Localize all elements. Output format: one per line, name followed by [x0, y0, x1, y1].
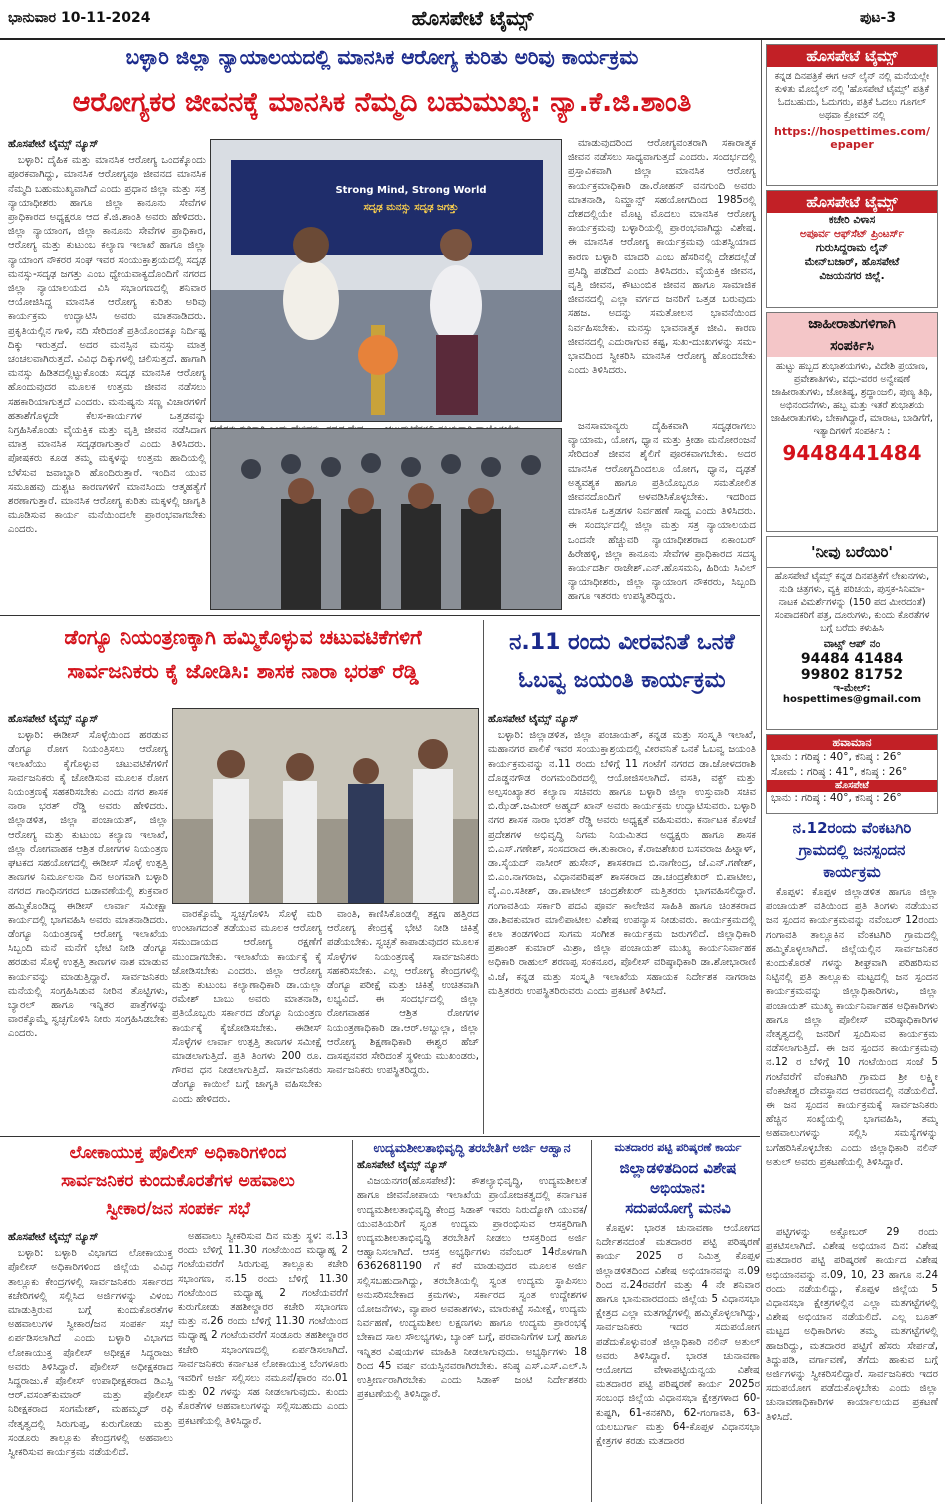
ads-title-line1: ಜಾಹೀರಾತುಗಳಿಗಾಗಿ — [767, 313, 937, 335]
article4-headline-line2: ಸಾರ್ವಜನಿಕರ ಕುಂದುಕೊರತೆಗಳ ಅಹವಾಲು — [61, 1171, 295, 1191]
photo-lamp-lighting — [210, 139, 562, 422]
article1-col1-text: ಬಳ್ಳಾರಿ: ದೈಹಿಕ ಮತ್ತು ಮಾನಸಿಕ ಆರೋಗ್ಯ ಒಂದಕ್ಕೊಂದು ಪೂರಕವಾಗಿದ್ದು, ಮಾನಸಿಕ ಆರೋಗ್ಯವೂ ಜೀವನದ ಮಾನಸಿಕ ನೆಮ್ಮದಿ ಬಹುಮುಖ್ಯವಾಗಿದೆ ಎಂದು ಪ್ರಧಾನ ಜಿಲ್ಲಾ ಮತ್ತು ಸತ್ರ ನ್ಯಾಯಾಧೀಶರು ಹಾಗೂ ಜಿಲ್ಲಾ ಕಾನೂನು ಸೇವೆಗಳ ಪ್ರಾಧಿಕಾರದ ಅಧ್ಯಕ್ಷರೂ ಆದ ಕೆ.ಜಿ.ಶಾಂತಿ ಅವರು ಹೇಳಿದರು. ಜಿಲ್ಲಾ ನ್ಯಾಯಾಂಗ, ಜಿಲ್ಲಾ ಕಾನೂನು ಸೇವೆಗಳ ಪ್ರಾಧಿಕಾರ, ಆರೋಗ್ಯ ಮತ್ತು ಕುಟುಂಬ ಕಲ್ಯಾಣ ಇಲಾಖೆ ಹಾಗೂ ಜಿಲ್ಲಾ ನ್ಯಾಯಾಂಗ ನೌಕರರ ಸಂಘ ಇವರ ಸಂಯುಕ್ತಾಶ್ರಯದಲ್ಲಿ ಸದೃಢ ಮನಸ್ಸು-ಸದೃಢ ಜಗತ್ತು ಎಂಬ ಧ್ಯೇಯವಾಕ್ಯದೊಂದಿಗೆ ನಗರದ ಜಿಲ್ಲಾ ನ್ಯಾಯಾಲಯದ ವಿಸಿ ಸಭಾಂಗಣದಲ್ಲಿ ಶನಿವಾರ ಆಯೋಜಿಸಿದ್ದ ಮಾನಸಿಕ ಆರೋಗ್ಯ ಕುರಿತು ಅರಿವು ಕಾರ್ಯಕ್ರಮ ಉದ್ಘಾಟಿಸಿ ಅವರು ಮಾತನಾಡಿದರು. ಪ್ರಕೃತಿಯಲ್ಲಿನ ಗಾಳಿ, ನದಿ ಸೇರಿದಂತೆ ಪ್ರತಿಯೊಂದಕ್ಕೂ ನಿರ್ದಿಷ್ಟ ದಿಕ್ಕು ಇರುತ್ತದೆ. ಅದರ ಮನಸ್ಸಿನ ಮನಸ್ಸು ಮಾತ್ರ ಚಂಚಲವಾಗಿರುತ್ತದೆ. ವಿವಿಧ ದಿಕ್ಕುಗಳಲ್ಲಿ ಚಲಿಸುತ್ತದೆ. ಹಾಗಾಗಿ ಮನಸ್ಸು ಹಿಡಿತದಲ್ಲಿಟ್ಟುಕೊಂಡು ಸದೃಢ ಮಾನಸಿಕ ಆರೋಗ್ಯ ಹೊಂದುವುದರ ಮೂಲಕ ಉತ್ತಮ ಜೀವನ ನಡೆಸಲು ಸಹಕಾರಿಯಾಗುತ್ತದೆ ಎಂದರು. ಮನುಷ್ಯನು ಸಣ್ಣ ವಿಚಾರಗಳಿಗೆ ಹತಾಶೆಗೊಳ್ಳದೇ ಕೆಲಸ-ಕಾರ್ಯಗಳ ಒತ್ತಡವನ್ನು ನಿಗ್ರಹಿಸಿಕೊಂಡು ವೈಯಕ್ತಿಕ ಮತ್ತು ವೃತ್ತಿ ಜೀವನ ನಡೆಸಿದಾಗ ಮಾತ್ರ ಮಾನಸಿಕ ಸದೃಢರಾಗುತ್ತಾರೆ ಎಂದು ತಿಳಿಸಿದರು. ಪೋಷಕರು ಕೂಡ ತಮ್ಮ ಮಕ್ಕಳನ್ನು ಉತ್ತಮ ಹಾದಿಯಲ್ಲಿ ಬೆಳೆಸುವ ಜವಾಬ್ದಾರಿ ಹೊಂದಿರುತ್ತಾರೆ. ಇಂದಿನ ಯುವ ಸಮೂಹವು ದುಶ್ಚಟ ಕಾರಣಗಳಿಗೆ ಮಾನಸಿಂದು ಆತ್ಮಹತ್ಯೆಗೆ ಶರಣಾಗುತ್ತಾರೆ. ಮಾನಸಿಕ ಆರೋಗ್ಯ ಕುರಿತು ಮಕ್ಕಳಲ್ಲಿ ಜಾಗೃತಿ ಮೂಡಿಸುವ ಕಾರ್ಯ ಮನೆಯಿಂದಲೇ ಪ್ರಾರಂಭವಾಗಬೇಕು ಎಂದರು. — [8, 155, 206, 536]
article4-headline-line1: ಲೋಕಾಯುಕ್ತ ಪೊಲೀಸ್ ಅಧಿಕಾರಿಗಳಿಂದ — [69, 1143, 287, 1163]
article3-headline-line1: ನ.11 ರಂದು ವೀರವನಿತೆ ಒನಕೆ — [509, 630, 735, 655]
banner-english: Strong Mind, Strong World — [335, 185, 487, 196]
weather-title-hospet: ಹೊಸಪೇಟೆ — [767, 780, 937, 792]
article2-col2-text: ವಾರಕ್ಕೊಮ್ಮೆ ಸ್ವಚ್ಛಗೊಳಿಸಿ ಸೊಳ್ಳೆ ಮರಿ ಉಂಟಾಗದಂತೆ ತಡೆಯುವ ಮೂಲಕ ಆರೋಗ್ಯ ಸಮುದಾಯದ ಆರೋಗ್ಯ ರಕ್ಷಣೆಗೆ ಮುಂದಾಗಬೇಕು. ಇಲಾಖೆಯ ಕಾರ್ಯಕ್ಕೆ ಕೈ ಜೋಡಿಸಬೇಕು ಎಂದರು. ಜಿಲ್ಲಾ ಆರೋಗ್ಯ ಮತ್ತು ಕುಟುಂಬ ಕಲ್ಯಾಣಾಧಿಕಾರಿ ಡಾ.ಯಲ್ಲಾ ರಮೇಶ್ ಬಾಬು ಅವರು ಮಾತನಾಡಿ, ಪ್ರತಿಯೊಬ್ಬರು ಸರ್ಕಾರದ ಡೆಂಗ್ಯೂ ನಿಯಂತ್ರಣ ಕಾರ್ಯಕ್ಕೆ ಕೈಜೋಡಿಸಬೇಕು. ಈಡೀಸ್ ಸೊಳ್ಳೆಗಳ ಲಾರ್ವಾ ಉತ್ಪತ್ತಿ ತಾಣಗಳ ಸಮೀಕ್ಷೆ ಮಾಡಲಾಗುತ್ತಿದೆ. ಪ್ರತಿ ತಿಂಗಳು 200 ರೂ. ಗೌರವ ಧನ ನೀಡಲಾಗುತ್ತಿದೆ. ಸಾರ್ವಜನಿಕರು ಡೆಂಗ್ಯೂ ಕಾಯಿಲೆ ಬಗ್ಗೆ ಜಾಗೃತಿ ವಹಿಸಬೇಕು ಎಂದು ಹೇಳಿದರು. — [172, 909, 322, 1105]
sidebar-address-title: ಹೊಸಪೇಟೆ ಟೈಮ್ಸ್ — [767, 191, 937, 213]
article6-body-text: ಕೊಪ್ಪಳ: ಭಾರತ ಚುನಾವಣಾ ಆಯೋಗದ ನಿರ್ದೇಶನದಂತೆ ಮತದಾರರ ಪಟ್ಟಿ ಪರಿಷ್ಕರಣೆ ಕಾರ್ಯ 2025 ರ ನಿಮಿತ್ತ ಕೊಪ್ಪಳ ಜಿಲ್ಲಾಡಳಿತದಿಂದ ವಿಶೇಷ ಅಭಿಯಾನವನ್ನು ನ.09 ರಿಂದ ನ.24ರವರೆಗೆ ಮತ್ತು 4 ನೇ ಶನಿವಾರ ಹಾಗೂ ಭಾನುವಾರದಂದು ಜಿಲ್ಲೆಯ 5 ವಿಧಾನಸಭಾ ಕ್ಷೇತ್ರದ ಎಲ್ಲಾ ಮತಗಟ್ಟೆಗಳಲ್ಲಿ ಹಮ್ಮಿಕೊಳ್ಳಲಾಗಿದ್ದು, ಸಾರ್ವಜನಿಕರು ಇದರ ಸದುಪಯೋಗ ಪಡೆದುಕೊಳ್ಳುವಂತೆ ಜಿಲ್ಲಾಧಿಕಾರಿ ನಲಿನ್ ಅತುಲ್ ಅವರು ತಿಳಿಸಿದ್ದಾರೆ. ಭಾರತ ಚುನಾವಣಾ ಆಯೋಗದ ವೇಳಾಪಟ್ಟಿಯನ್ವಯ ವಿಶೇಷ ಮತದಾರರ ಪಟ್ಟಿ ಪರಿಷ್ಕರಣೆ ಕಾರ್ಯ 2025ರ ಸಂಬಂಧ ಜಿಲ್ಲೆಯ ವಿಧಾನಸಭಾ ಕ್ಷೇತ್ರಗಳಾದ 60-ಕುಷ್ಟಗಿ, 61-ಕನಕಗಿರಿ, 62-ಗಂಗಾವತಿ, 63-ಯಲಬುರ್ಗಾ ಮತ್ತು 64-ಕೊಪ್ಪಳ ವಿಧಾನಸಭಾ ಕ್ಷೇತ್ರಗಳ ಕರಡು ಮತದಾರರ — [596, 1223, 760, 1448]
epaper-link-path[interactable]: epaper — [830, 138, 874, 151]
divider — [591, 1140, 592, 1502]
article7-headline-line2: ಗ್ರಾಮದಲ್ಲಿ ಜನಸ್ಪಂದನ — [798, 841, 906, 859]
article7-body-text: ಕೊಪ್ಪಳ: ಕೊಪ್ಪಳ ಜಿಲ್ಲಾಡಳಿತ ಹಾಗೂ ಜಿಲ್ಲಾ ಪಂಚಾಯತ್ ವತಿಯಿಂದ ಪ್ರತಿ ತಿಂಗಳು ನಡೆಯುವ ಜನ ಸ್ಪಂದನ ಕಾರ್ಯಕ್ರಮವನ್ನು ನವೆಂಬರ್ 12ರಂದು ಗಂಗಾವತಿ ತಾಲ್ಲೂಕಿನ ವೆಂಕಟಗಿರಿ ಗ್ರಾಮದಲ್ಲಿ ಹಮ್ಮಿಕೊಳ್ಳಲಾಗಿದೆ. ಜಿಲ್ಲೆಯಲ್ಲಿನ ಸಾರ್ವಜನಿಕರ ಕುಂದುಕೊರತೆ ಗಳನ್ನು ಶೀಘ್ರವಾಗಿ ಪರಿಹರಿಸುವ ನಿಟ್ಟಿನಲ್ಲಿ ಪ್ರತಿ ತಾಲ್ಲೂಕು ಮಟ್ಟದಲ್ಲಿ ಜನ ಸ್ಪಂದನ ಕಾರ್ಯಕ್ರಮವನ್ನು ಜಿಲ್ಲಾಧಿಕಾರಿಗಳು, ಜಿಲ್ಲಾ ಪಂಚಾಯತ್ ಮುಖ್ಯ ಕಾರ್ಯನಿರ್ವಾಹಕ ಅಧಿಕಾರಿಗಳು ಹಾಗೂ ಜಿಲ್ಲಾ ಪೊಲೀಸ್ ವರಿಷ್ಠಾಧಿಕಾರಿಗಳ ನೇತೃತ್ವದಲ್ಲಿ ಜನರಿಗೆ ಸ್ಪಂದಿಸುವ ಕಾರ್ಯಕ್ರಮ ನಡೆಸಲಾಗುತ್ತಿದೆ. ಈ ಜನ ಸ್ಪಂದನ ಕಾರ್ಯಕ್ರಮವು ನ.12 ರ ಬೆಳಿಗ್ಗೆ 10 ಗಂಟೆಯಿಂದ ಸಂಜೆ 5 ಗಂಟೆವರೆಗೆ ವೆಂಕಟಗಿರಿ ಗ್ರಾಮದ ಶ್ರೀ ಲಕ್ಷ್ಮೀ ವೆಂಕಟೇಶ್ವರ ದೇವಸ್ಥಾನದ ಆವರಣದಲ್ಲಿ ನಡೆಯಲಿದೆ. ಈ ಜನ ಸ್ಪಂದನ ಕಾರ್ಯಕ್ರಮಕ್ಕೆ ಸಾರ್ವಜನಿಕರು ಹೆಚ್ಚಿನ ಸಂಖ್ಯೆಯಲ್ಲಿ ಭಾಗವಹಿಸಿ, ತಮ್ಮ ಅಹವಾಲುಗಳನ್ನು ಸಲ್ಲಿಸಿ ಸಮಸ್ಯೆಗಳನ್ನು ಬಗೆಹರಿಸಿಕೊಳ್ಳಬೇಕು ಎಂದು ಜಿಲ್ಲಾಧಿಕಾರಿ ನಲಿನ್ ಅತುಲ್ ಅವರು ಪ್ರಕಟಣೆಯಲ್ಲಿ ತಿಳಿಸಿದ್ದಾರೆ. — [766, 887, 938, 1168]
article6-headline-line1: ಜಿಲ್ಲಾಡಳಿತದಿಂದ ವಿಶೇಷ — [619, 1159, 737, 1177]
ads-phone[interactable]: 9448441484 — [782, 441, 922, 465]
weather-row: ಭಾನು : ಗರಿಷ್ಠ : 40°, ಕನಿಷ್ಠ : 26° — [771, 792, 902, 804]
photo-dengue-inspection — [172, 708, 479, 904]
article4-headline-line3: ಸ್ವೀಕಾರ/ಜನ ಸಂಪರ್ಕ ಸಭೆ — [106, 1199, 250, 1219]
divider — [352, 1140, 353, 1502]
sidebar-address-box — [766, 190, 938, 308]
weather-title: ಹವಾಮಾನ — [767, 735, 937, 750]
article6-col2 — [766, 1226, 938, 1502]
article2-headline-line1: ಡೆಂಗ್ಯೂ ನಿಯಂತ್ರಣಕ್ಕಾಗಿ ಹಮ್ಮಿಕೊಳ್ಳುವ ಚಟುವಟಿಕೆಗಳಿಗೆ — [64, 625, 422, 649]
divider — [0, 1136, 760, 1137]
sidebar-epaper-box — [766, 44, 938, 186]
divider — [761, 40, 762, 1504]
article2-headline-line2: ಸಾರ್ವಜನಿಕರು ಕೈ ಜೋಡಿಸಿ: ಶಾಸಕ ನಾರಾ ಭರತ್ ರೆಡ್ಡಿ — [67, 659, 419, 683]
paper-name: ಹೊಸಪೇಟೆ ಟೈಮ್ಸ್ — [411, 6, 534, 30]
article6-headline-line3: ಸದುಪಯೋಗ್ಕೆ ಮನವಿ — [625, 1199, 731, 1217]
masthead — [0, 0, 945, 40]
article1-col2-bottom-text: ಜನಸಾಮಾನ್ಯರು ದೈಹಿಕವಾಗಿ ಸದೃಢರಾಗಲು ವ್ಯಾಯಾಮ, ಯೋಗ, ಧ್ಯಾನ ಮತ್ತು ಕ್ರೀಡಾ ಮನೋರಂಜನೆ ಸೇರಿದಂತೆ ಜೀವನ ಶೈಲಿಗೆ ಪೂರಕವಾಗಬೇಕು. ಅದರ ಮಾನಸಿಕ ಆರೋಗ್ಯದಿಂದಲೂ ಯೋಗ, ಧ್ಯಾನ, ದೃಢತೆ ಅತ್ಯವಶ್ಯಕ ಹಾಗೂ ಪ್ರತಿಯೊಬ್ಬರೂ ಸಮತೋಲಿತ ಜೀವನದೊಂದಿಗೆ ಅಳವಡಿಸಿಕೊಳ್ಳಬೇಕು. ಇದರಿಂದ ಮಾನಸಿಕ ಒತ್ತಡಗಳ ನಿರ್ವಹಣೆ ಸಾಧ್ಯ ಎಂದು ತಿಳಿಸಿದರು. ಈ ಸಂದರ್ಭದಲ್ಲಿ ಜಿಲ್ಲಾ ಮತ್ತು ಸತ್ರ ನ್ಯಾಯಾಲಯದ ಒಂದನೇ ಹೆಚ್ಚುವರಿ ನ್ಯಾಯಾಧೀಶರಾದ ಏಕಾಂಬರ್ ಹಿರೇಹಳ್ಳಿ, ಜಿಲ್ಲಾ ಕಾನೂನು ಸೇವೆಗಳ ಪ್ರಾಧಿಕಾರದ ಸದಸ್ಯ ಕಾರ್ಯದರ್ಶಿ ರಾಜೇಶ್.ಎನ್.ಹೊಸಮನಿ, ಹಿರಿಯ ಸಿವಿಲ್ ನ್ಯಾಯಾಧೀಶರು, ಜಿಲ್ಲಾ ನ್ಯಾಯಾಂಗ ನೌಕರರು, ಸಿಬ್ಬಂದಿ ಹಾಗೂ ಇತರರು ಉಪಸ್ಥಿತರಿದ್ದರು. — [568, 421, 756, 603]
article2-col2 — [172, 908, 322, 1134]
photo-audience — [210, 428, 562, 610]
weather-row: ಸೋಮ : ಗರಿಷ್ಠ : 41°, ಕನಿಷ್ಠ : 26° — [771, 766, 908, 778]
article4-col2-text: ಅಹವಾಲು ಸ್ವೀಕರಿಸುವ ದಿನ ಮತ್ತು ಸ್ಥಳ: ನ.13 ರಂದು ಬೆಳಿಗ್ಗೆ 11.30 ಗಂಟೆಯಿಂದ ಮಧ್ಯಾಹ್ನ 2 ಗಂಟೆಯವರೆಗೆ ಸಿರುಗುಪ್ಪ ತಾಲ್ಲೂಕು ಕಚೇರಿ ಸಭಾಂಗಣ, ನ.15 ರಂದು ಬೆಳಿಗ್ಗೆ 11.30 ಗಂಟೆಯಿಂದ ಮಧ್ಯಾಹ್ನ 2 ಗಂಟೆಯವರೆಗೆ ಕುರುಗೋಡು ತಹಶೀಲ್ದಾರರ ಕಚೇರಿ ಸಭಾಂಗಣ ಮತ್ತು ನ.26 ರಂದು ಬೆಳಿಗ್ಗೆ 11.30 ಗಂಟೆಯಿಂದ ಮಧ್ಯಾಹ್ನ 2 ಗಂಟೆಯವರೆಗೆ ಸಂಡೂರು ತಹಶೀಲ್ದಾರರ ಕಚೇರಿ ಸಭಾಂಗಣದಲ್ಲಿ ಏರ್ಪಡಿಸಲಾಗಿದೆ. ಸಾರ್ವಜನಿಕರು ಕರ್ನಾಟಕ ಲೋಕಾಯುಕ್ತ ಬೆಂಗಳೂರು ಇವರಿಗೆ ಅರ್ಜಿ ಸಲ್ಲಿಸಲು ನಮೂನೆ/ಫಾರಂ ನಂ.01 ಮತ್ತು 02 ಗಳನ್ನು ಸಹ ನೀಡಲಾಗುವುದು. ಕುಂದು ಕೊರತೆಗಳ ಅಹವಾಲುಗಳನ್ನು ಸಲ್ಲಿಸಬಹುದು ಎಂದು ಪ್ರಕಟಣೆಯಲ್ಲಿ ತಿಳಿಸಿದ್ದಾರೆ. — [178, 1231, 348, 1427]
article5-body-text: ವಿಜಯನಗರ(ಹೊಸಪೇಟೆ): ಕೌಶಲ್ಯಾಭಿವೃದ್ಧಿ, ಉದ್ಯಮಶೀಲತೆ ಹಾಗೂ ಜೀವನೋಪಾಯ ಇಲಾಖೆಯ ಪ್ರಾಯೋಜಕತ್ವದಲ್ಲಿ ಕರ್ನಾಟಕ ಉದ್ಯಮಶೀಲತಾಭಿವೃದ್ಧಿ ಕೇಂದ್ರ ಸಿಡಾಕ್ ಇವರು ನಿರುದ್ಯೋಗಿ ಯುವಕ/ಯುವತಿಯರಿಗೆ ಸ್ವಂತ ಉದ್ಯಮ ಪ್ರಾರಂಭಿಸುವ ಆಸಕ್ತರಿಗಾಗಿ ಉದ್ಯಮಶೀಲತಾಭಿವೃದ್ಧಿ ತರಬೇತಿಗೆ ನೀಡಲು ಆಸಕ್ತರಿಂದ ಅರ್ಜಿ ಆಹ್ವಾನಿಸಲಾಗಿದೆ. ಆಸಕ್ತ ಅಭ್ಯರ್ಥಿಗಳು ನವೆಂಬರ್ 14ರೊಳಗಾಗಿ 6362681190 ಗೆ ಕರೆ ಮಾಡುವುದರ ಮೂಲಕ ಅರ್ಜಿ ಸಲ್ಲಿಸಬಹುದಾಗಿದ್ದು, ತರಬೇತಿಯಲ್ಲಿ ಸ್ವಂತ ಉದ್ಯಮ ಸ್ಥಾಪಿಸಲು ಅನುಸರಿಸಬೇಕಾದ ಕ್ರಮಗಳು, ಸರ್ಕಾರದ ಸ್ವಂತ ಉದ್ದೇಶಗಳ ಯೋಜನೆಗಳು, ವ್ಯಾಪಾರ ಅವಕಾಶಗಳು, ಮಾರುಕಟ್ಟೆ ಸಮೀಕ್ಷೆ, ಉದ್ಯಮ ನಿರ್ವಹಣೆ, ಉದ್ಯಮಶೀಲ ಲಕ್ಷಣಗಳು ಹಾಗೂ ಉದ್ಯಮ ಪ್ರಾರಂಭಕ್ಕೆ ಬೇಕಾದ ಸಾಲ ಸೌಲಭ್ಯಗಳು, ಬ್ಯಾಂಕ್ ಬಗ್ಗೆ, ಪರವಾನಿಗೆಗಳ ಬಗ್ಗೆ ಹಾಗೂ ಇನ್ನಿತರ ವಿಷಯಗಳ ಮಾಹಿತಿ ನೀಡಲಾಗುವುದು. ಅಭ್ಯರ್ಥಿಗಳು 18 ರಿಂದ 45 ವರ್ಷ ವಯಸ್ಸಿನವರಾಗಿರಬೇಕು. ಕನಿಷ್ಠ ಎಸ್.ಎಸ್.ಎಲ್.ಸಿ ಉತ್ತೀರ್ಣರಾಗಿರಬೇಕು ಎಂದು ಸಿಡಾಕ್ ಜಂಟಿ ನಿರ್ದೇಶಕರು ಪ್ರಕಟಣೆಯಲ್ಲಿ ತಿಳಿಸಿದ್ದಾರೆ. — [357, 1176, 587, 1401]
article6-headline-line2: ಅಭಿಯಾನ: — [650, 1179, 706, 1197]
article1-col1 — [8, 137, 206, 611]
whatsapp-phone-1[interactable]: 94484 41484 — [800, 651, 904, 667]
page-number: ಪುಟ-3 — [860, 10, 897, 26]
article5-body — [357, 1158, 587, 1502]
sidebar-write-box — [766, 536, 938, 730]
article5-byline: ಹೊಸಪೇಟೆ ಟೈಮ್ಸ್ ನ್ಯೂಸ್ — [357, 1159, 448, 1171]
article4-col1-text: ಬಳ್ಳಾರಿ: ಬಳ್ಳಾರಿ ವಿಭಾಗದ ಲೋಕಾಯುಕ್ತ ಪೊಲೀಸ್ ಅಧಿಕಾರಿಗಳಿಂದ ಜಿಲ್ಲೆಯ ವಿವಿಧ ತಾಲ್ಲೂಕು ಕೇಂದ್ರಗಳಲ್ಲಿ ಸಾರ್ವಜನಿಕರು ಸರ್ಕಾರದ ಕಚೇರಿಗಳಲ್ಲಿ ಸಲ್ಲಿಸಿದ ಅರ್ಜಿಗಳನ್ನು ವಿಳಂಬ ಮಾಡುತ್ತಿರುವ ಬಗ್ಗೆ ಕುಂದುಕೊರತೆಗಳ ಅಹವಾಲುಗಳ ಸ್ವೀಕಾರ/ಜನ ಸಂಪರ್ಕ ಸಭೆ ಏರ್ಪಡಿಸಲಾಗಿದೆ ಎಂದು ಬಳ್ಳಾರಿ ವಿಭಾಗದ ಲೋಕಾಯುಕ್ತ ಪೊಲೀಸ್ ಅಧೀಕ್ಷಕ ಸಿದ್ದರಾಜು ಅವರು ತಿಳಿಸಿದ್ದಾರೆ. ಪೊಲೀಸ್ ಅಧೀಕ್ಷಕರಾದ ಸಿದ್ದರಾಜು.ಕೆ ಪೊಲೀಸ್ ಉಪಾಧೀಕ್ಷಕರಾದ ಡಿಎಸ್ಪಿ ಆರ್.ವಸಂತ್‌ಕುಮಾರ್ ಮತ್ತು ಪೊಲೀಸ್ ನಿರೀಕ್ಷಕರಾದ ಸಂಗಮೇಶ್, ಮಹಮ್ಮದ್ ರಫಿ ನೇತೃತ್ವದಲ್ಲಿ ಸಿರುಗುಪ್ಪ, ಕುರುಗೋಡು ಮತ್ತು ಸಂಡೂರು ತಾಲ್ಲೂಕು ಕೇಂದ್ರಗಳಲ್ಲಿ ಅಹವಾಲು ಸ್ವೀಕರಿಸುವ ಕಾರ್ಯಕ್ರಮ ನಡೆಯಲಿದೆ. — [8, 1248, 173, 1459]
article1-kicker: ಬಳ್ಳಾರಿ ಜಿಲ್ಲಾ ನ್ಯಾಯಾಲಯದಲ್ಲಿ ಮಾನಸಿಕ ಆರೋಗ್ಯ ಕುರಿತು ಅರಿವು ಕಾರ್ಯಕ್ರಮ — [125, 45, 639, 69]
article3-headline-line2: ಓಬವ್ವ ಜಯಂತಿ ಕಾರ್ಯಕ್ರಮ — [518, 668, 726, 693]
article3-byline: ಹೊಸಪೇಟೆ ಟೈಮ್ಸ್ ನ್ಯೂಸ್ — [488, 713, 579, 725]
banner-kannada: ಸದೃಢ ಮನಸ್ಸು ಸದೃಢ ಜಗತ್ತು — [363, 202, 459, 213]
article2-col1-text: ಬಳ್ಳಾರಿ: ಈಡೀಸ್ ಸೊಳ್ಳೆಯಿಂದ ಹರಡುವ ಡೆಂಗ್ಯೂ ರೋಗ ನಿಯಂತ್ರಿಸಲು ಆರೋಗ್ಯ ಇಲಾಖೆಯು ಕೈಗೊಳ್ಳುವ ಚಟುವಟಿಕೆಗಳಿಗೆ ಸಾರ್ವಜನಿಕರು ಕೈ ಜೋಡಿಸುವ ಮೂಲಕ ರೋಗ ನಿಯಂತ್ರಣಕ್ಕೆ ಸಹಕರಿಸಬೇಕು ಎಂದು ನಗರ ಶಾಸಕ ನಾರಾ ಭರತ್ ರೆಡ್ಡಿ ಅವರು ಹೇಳಿದರು. ಜಿಲ್ಲಾಡಳಿತ, ಜಿಲ್ಲಾ ಪಂಚಾಯತ್, ಜಿಲ್ಲಾ ಆರೋಗ್ಯ ಮತ್ತು ಕುಟುಂಬ ಕಲ್ಯಾಣ ಇಲಾಖೆ, ಜಿಲ್ಲಾ ರೋಗವಾಹಕ ಆಶ್ರಿತ ರೋಗಗಳ ನಿಯಂತ್ರಣ ಘಟಕದ ಸಹಯೋಗದಲ್ಲಿ ಈಡೀಸ್ ಸೊಳ್ಳೆ ಉತ್ಪತ್ತಿ ತಾಣಗಳ ನಿರ್ಮೂಲನಾ ದಿನ ಅಂಗವಾಗಿ ಬಳ್ಳಾರಿ ನಗರದ ಗಾಂಧಿನಗರದ ಬಡಾವಣೆಯಲ್ಲಿ ಶುಕ್ರವಾರ ಹಮ್ಮಿಕೊಂಡಿದ್ದ ಈಡೀಸ್ ಲಾರ್ವಾ ಸಮೀಕ್ಷಾ ಕಾರ್ಯದಲ್ಲಿ ಭಾಗವಹಿಸಿ ಅವರು ಮಾತನಾಡಿದರು. ಡೆಂಗ್ಯೂ ನಿಯಂತ್ರಣಕ್ಕೆ ಆರೋಗ್ಯ ಇಲಾಖೆಯ ಸಿಬ್ಬಂದಿ ಮನೆ ಮನೆಗೆ ಭೇಟಿ ನೀಡಿ ಡೆಂಗ್ಯೂ ಹರಡುವ ಸೊಳ್ಳೆ ಉತ್ಪತ್ತಿ ತಾಣಗಳ ನಾಶ ಮಾಡುವ ಕಾರ್ಯವನ್ನು ಮಾಡುತ್ತಿದ್ದಾರೆ. ಸಾರ್ವಜನಿಕರು ಮನೆಯಲ್ಲಿ ಸಂಗ್ರಹಿಸಿಡುವ ನೀರಿನ ತೊಟ್ಟಿಗಳು, ಬ್ಯಾರಲ್ ಹಾಗೂ ಇನ್ನಿತರ ಪಾತ್ರೆಗಳನ್ನು ವಾರಕ್ಕೊಮ್ಮೆ ಸ್ವಚ್ಛಗೊಳಿಸಿ ನೀರು ಸಂಗ್ರಹಿಸಿಡಬೇಕು ಎಂದರು. — [8, 730, 168, 1040]
article4-col2 — [178, 1230, 348, 1500]
sidebar-weather-box — [766, 734, 938, 814]
article6-body — [596, 1222, 760, 1502]
article3-body-text: ಬಳ್ಳಾರಿ: ಜಿಲ್ಲಾಡಳಿತ, ಜಿಲ್ಲಾ ಪಂಚಾಯತ್, ಕನ್ನಡ ಮತ್ತು ಸಂಸ್ಕೃತಿ ಇಲಾಖೆ, ಮಹಾನಗರ ಪಾಲಿಕೆ ಇವರ ಸಂಯುಕ್ತಾಶ್ರಯದಲ್ಲಿ ವೀರವನಿತೆ ಒನಕೆ ಓಬವ್ವ ಜಯಂತಿ ಕಾರ್ಯಕ್ರಮವನ್ನು ನ.11 ರಂದು ಬೆಳಿಗ್ಗೆ 11 ಗಂಟೆಗೆ ನಗರದ ಡಾ.ಜೋಳದರಾಶಿ ದೊಡ್ಡನಗೌಡ ರಂಗಮಂದಿರದಲ್ಲಿ ಆಯೋಜಿಸಲಾಗಿದೆ. ವಸತಿ, ವಕ್ಫ್ ಮತ್ತು ಅಲ್ಪಸಂಖ್ಯಾತರ ಕಲ್ಯಾಣ ಸಚಿವರು ಹಾಗೂ ಬಳ್ಳಾರಿ ಜಿಲ್ಲಾ ಉಸ್ತುವಾರಿ ಸಚಿವ ಬಿ.ಝೆಡ್.ಜಮೀರ್ ಅಹ್ಮದ್ ಖಾನ್ ಅವರು ಕಾರ್ಯಕ್ರಮ ಉದ್ಘಾಟಿಸುವರು. ಬಳ್ಳಾರಿ ನಗರ ಶಾಸಕ ನಾರಾ ಭರತ್ ರೆಡ್ಡಿ ಅವರು ಅಧ್ಯಕ್ಷತೆ ವಹಿಸುವರು. ಕರ್ನಾಟಕ ಕೊಳಚೆ ಪ್ರದೇಶಗಳ ಅಭಿವೃದ್ಧಿ ನಿಗಮ ನಿಯಮಿತದ ಅಧ್ಯಕ್ಷರು ಹಾಗೂ ಶಾಸಕ ಬಿ.ಎಸ್.ಗಣೇಶ್, ಸಂಸದರಾದ ಈ.ತುಕಾರಾಂ, ಕೆ.ರಾಜಶೇಖರ ಬಸವರಾಜ ಹಿಟ್ನಾಳ್, ಡಾ.ಸೈಯದ್ ನಾಸೀರ್ ಹುಸೇನ್, ಶಾಸಕರಾದ ಬಿ.ನಾಗೇಂದ್ರ, ಜೆ.ಎನ್.ಗಣೇಶ್, ಬಿ.ಎಂ.ನಾಗರಾಜ, ವಿಧಾನಪರಿಷತ್ ಶಾಸಕರಾದ ಡಾ.ಚಂದ್ರಶೇಖರ್ ಬಿ.ಪಾಟೀಲ, ವೈ.ಎಂ.ಸತೀಶ್, ಡಾ.ಪಾಟೀಲ್ ಚಂದ್ರಶೇಖರ್ ಮತ್ತಿತರರು ಭಾಗವಹಿಸಲಿದ್ದಾರೆ. ಗಂಗಾವತಿಯ ಸರ್ಕಾರಿ ಪದವಿ ಪೂರ್ವ ಕಾಲೇಜಿನ ಸಾಹಿತಿ ಹಾಗೂ ಚಿಂತಕರಾದ ಡಾ.ಶಿವಕುಮಾರ ಮಾಲಿಪಾಟೀಲ ವಿಶೇಷ ಉಪನ್ಯಾಸ ನೀಡುವರು. ಕಾರ್ಯಕ್ರಮದಲ್ಲಿ ಕಲಾ ತಂಡಗಳಿಂದ ಸುಗಮ ಸಂಗೀತ ಕಾರ್ಯಕ್ರಮ ಜರುಗಲಿದೆ. ಜಿಲ್ಲಾಧಿಕಾರಿ ಪ್ರಶಾಂತ್ ಕುಮಾರ್ ಮಿಶ್ರಾ, ಜಿಲ್ಲಾ ಪಂಚಾಯತ್ ಮುಖ್ಯ ಕಾರ್ಯನಿರ್ವಾಹಕ ಅಧಿಕಾರಿ ರಾಹುಲ್ ಶರಣಪ್ಪ ಸಂಕನೂರ, ಪೊಲೀಸ್ ವರಿಷ್ಠಾಧಿಕಾರಿ ಡಾ.ಶೋಭಾರಾಣಿ ವಿ.ಜೆ, ಕನ್ನಡ ಮತ್ತು ಸಂಸ್ಕೃತಿ ಇಲಾಖೆಯ ಸಹಾಯಕ ನಿರ್ದೇಶಕ ನಾಗರಾಜ ಮತ್ತಿತರರು ಉಪಸ್ಥಿತರಿರುವರು ಎಂದು ಪ್ರಕಟಣೆ ತಿಳಿಸಿದೆ. — [488, 730, 756, 997]
write-title: 'ನೀವು ಬರೆಯಿರಿ' — [767, 537, 937, 568]
article1-col2-top-text: ಮಾಡುವುದರಿಂದ ಆರೋಗ್ಯವಂತರಾಗಿ ಸಕಾರಾತ್ಮಕ ಜೀವನ ನಡೆಸಲು ಸಾಧ್ಯವಾಗುತ್ತದೆ ಎಂದರು. ಸಂದರ್ಭದಲ್ಲಿ ಪ್ರಸ್ತಾವಿಕವಾಗಿ ಜಿಲ್ಲಾ ಮಾನಸಿಕ ಆರೋಗ್ಯ ಕಾರ್ಯಕ್ರಮಾಧಿಕಾರಿ ಡಾ.ರೋಹನ್ ವನಗುಂದಿ ಅವರು ಮಾತನಾಡಿ, ನಿಮ್ಹಾನ್ಸ್ ಸಹಯೋಗದಿಂದ 1985ರಲ್ಲಿ ದೇಶದಲ್ಲಿಯೇ ಮೊಟ್ಟ ಮೊದಲು ಮಾನಸಿಕ ಆರೋಗ್ಯ ಕಾರ್ಯಕ್ರಮವು ಬಳ್ಳಾರಿಯಲ್ಲಿ ಪ್ರಾರಂಭವಾಗಿದ್ದು ವಿಶೇಷ. ಈ ಮಾನಸಿಕ ಆರೋಗ್ಯ ಕಾರ್ಯಕ್ರಮವು ಯಶಸ್ವಿಯಾದ ಕಾರಣ ಬಳ್ಳಾರಿ ಮಾದರಿ ಎಂಬ ಹೆಸರಿನಲ್ಲಿ ದೇಶದಲ್ಲೆಡೆ ಪ್ರಸಿದ್ಧಿ ಪಡೆದಿದೆ ಎಂದು ತಿಳಿಸಿದರು. ವೈಯಕ್ತಿಕ ಜೀವನ, ವೃತ್ತಿ ಜೀವನ, ಕೌಟುಂಬಿಕ ಜೀವನ ಹಾಗೂ ಸಾಮಾಜಿಕ ಜೀವನದಲ್ಲಿ ಎಲ್ಲಾ ವರ್ಗದ ಜನರಿಗೆ ಒತ್ತಡ ಬರುವುದು ಸಹಜ. ಅದನ್ನು ಸಮತೋಲನ ಭಾವನೆಯಿಂದ ನಿರ್ವಹಿಸಬೇಕು. ಮನಸ್ಸು ಭಾವನಾತ್ಮಕ ಜೀವಿ. ಕಾರಣ ಜೀವನದಲ್ಲಿ ಎದುರಾಗುವ ಕಷ್ಟ, ಸುಖ-ದುಃಖಗಳನ್ನು ಸಮ-ಭಾವದಿಂದ ಸ್ವೀಕರಿಸಿ ಮಾನಸಿಕ ಆರೋಗ್ಯ ಹೊಂದಬೇಕು ಎಂದು ತಿಳಿಸಿದರು. — [568, 138, 756, 377]
address-line3: ವಿಜಯನಗರ ಜಿಲ್ಲೆ. — [819, 270, 885, 282]
write-description: ಹೊಸಪೇಟೆ ಟೈಮ್ಸ್ ಕನ್ನಡ ದಿನಪತ್ರಿಕೆಗೆ ಲೇಖನಗಳು, ನುಡಿ ಚಿತ್ರಗಳು, ವ್ಯಕ್ತಿ ಪರಿಚಯ, ಪುಸ್ತಕ-ಸಿನಿಮಾ-ನಾಟಕ ವಿಮರ್ಶೆಗಳನ್ನು (150 ಪದ ಮೀರದಂತೆ) ಸಂಪಾದಕರಿಗೆ ಪತ್ರ, ದೂರುಗಳು, ಕುಂದು ಕೊರತೆಗಳ ಬಗ್ಗೆ ಬರೆದು ಕಳುಹಿಸಿ — [774, 571, 930, 634]
article5-headline: ಉದ್ಯಮಶೀಲತಾಭಿವೃದ್ಧಿ ತರಬೇತಿಗೆ ಅರ್ಜಿ ಆಹ್ವಾನ — [373, 1140, 571, 1155]
issue-date: ಭಾನುವಾರ 10-11-2024 — [8, 10, 151, 26]
whatsapp-phone-2[interactable]: 99802 81752 — [800, 667, 904, 683]
article6-kicker: ಮತದಾರರ ಪಟ್ಟಿ ಪರಿಷ್ಕರಣೆ ಕಾರ್ಯ — [614, 1141, 742, 1154]
article1-byline: ಹೊಸಪೇಟೆ ಟೈಮ್ಸ್ ನ್ಯೂಸ್ — [8, 138, 99, 150]
press-name: ಅಪೂರ್ವ ಆಫ್‌ಸೆಟ್ ಪ್ರಿಂಟರ್ಸ್ — [799, 228, 905, 240]
address-line1: ಗುರುಸಿದ್ದರಾಮ ಲೈನ್ — [815, 242, 889, 254]
photo-dengue-inspection-art — [173, 709, 479, 904]
article2-col3 — [327, 908, 479, 1134]
article2-col3-text: ವಾಂತಿ, ಕಾಣಿಸಿಕೊಂಡಲ್ಲಿ ತಕ್ಷಣ ಹತ್ತಿರದ ಆರೋಗ್ಯ ಕೇಂದ್ರಕ್ಕೆ ಭೇಟಿ ನೀಡಿ ಚಿಕಿತ್ಸೆ ಪಡೆಯಬೇಕು. ಸ್ವಚ್ಛತೆ ಕಾಪಾಡುವುದರ ಮೂಲಕ ಸೊಳ್ಳೆಗಳ ನಿಯಂತ್ರಣಕ್ಕೆ ಸಾರ್ವಜನಿಕರು ಸಹಕರಿಸಬೇಕು. ಎಲ್ಲ ಆರೋಗ್ಯ ಕೇಂದ್ರಗಳಲ್ಲಿ ಡೆಂಗ್ಯೂ ಪರೀಕ್ಷೆ ಮತ್ತು ಚಿಕಿತ್ಸೆ ಉಚಿತವಾಗಿ ಲಭ್ಯವಿದೆ. ಈ ಸಂದರ್ಭದಲ್ಲಿ ಜಿಲ್ಲಾ ರೋಗವಾಹಕ ಆಶ್ರಿತ ರೋಗಗಳ ನಿಯಂತ್ರಣಾಧಿಕಾರಿ ಡಾ.ಆರ್.ಅಬ್ದುಲ್ಲಾ, ಜಿಲ್ಲಾ ಆರೋಗ್ಯ ಶಿಕ್ಷಣಾಧಿಕಾರಿ ಈಶ್ವರ ಹೆಚ್ ದಾಸಪ್ಪನವರ ಸೇರಿದಂತೆ ಸ್ಥಳೀಯ ಮುಖಂಡರು, ಸಾರ್ವಜನಿಕರು ಉಪಸ್ಥಿತರಿದ್ದರು. — [327, 909, 479, 1077]
article3-body — [488, 712, 756, 1132]
weather-row: ಭಾನು : ಗರಿಷ್ಠ : 40°, ಕನಿಷ್ಠ : 26° — [771, 751, 902, 763]
ads-description: ಹುಟ್ಟು ಹಬ್ಬದ ಶುಭಾಶಯಗಳು, ವಿದೇಶಿ ಪ್ರಯಾಣ, ಪ್ರವೇಶಾತಿಗಳು, ವಧು-ವರರ ಅನ್ವೇಷಣೆ ಜಾಹೀರಾತುಗಳು, ಜೋತಿಷ್ಯ, ಶ್ರದ್ಧಾಂಜಲಿ, ಪುಣ್ಯ ತಿಥಿ, ಅಭಿನಂದನೆಗಳು, ಹಬ್ಬ ಮತ್ತು ಇತರೆ ಶುಭಾಶಯ ಜಾಹೀರಾತುಗಳು, ಬೇಕಾಗಿದ್ದಾರೆ, ಮಾರಾಟ, ಬಾಡಿಗೆಗೆ, ಇತ್ಯಾದಿಗಳಿಗೆ ಸಂಪರ್ಕಿಸಿ : — [771, 361, 933, 437]
article7-headline-line3: ಕಾರ್ಯಕ್ರಮ — [823, 863, 881, 881]
article7-body — [766, 886, 938, 1222]
ads-title-line2: ಸಂಪರ್ಕಿಸಿ — [767, 335, 937, 357]
contact-email[interactable]: ಇ-ಮೇಲ್: hospettimes@gmail.com — [782, 683, 922, 705]
photo-lamp-lighting-art — [211, 140, 562, 422]
office-address-label: ಕಚೇರಿ ವಿಳಾಸ — [828, 214, 876, 226]
divider — [0, 615, 760, 616]
address-line2: ಮೇನ್‌ಬಜಾರ್, ಹೊಸಪೇಟೆ — [804, 256, 900, 268]
article2-col1 — [8, 712, 168, 1132]
article7-headline-line1: ನ.12ರಂದು ವೆಂಕಟಗಿರಿ — [792, 819, 912, 837]
sidebar-epaper-title: ಹೊಸಪೇಟೆ ಟೈಮ್ಸ್ — [767, 45, 937, 67]
article6-col2-text: ಪಟ್ಟಿಗಳನ್ನು ಅಕ್ಟೋಬರ್ 29 ರಂದು ಪ್ರಕಟಿಸಲಾಗಿದೆ. ವಿಶೇಷ ಅಭಿಯಾನ ದಿನ: ವಿಶೇಷ ಮತದಾರರ ಪಟ್ಟಿ ಪರಿಷ್ಕರಣೆ ಕಾರ್ಯದ ವಿಶೇಷ ಅಭಿಯಾನವನ್ನು ನ.09, 10, 23 ಹಾಗೂ ನ.24 ರಂದು ನಡೆಯಲಿದ್ದು, ಕೊಪ್ಪಳ ಜಿಲ್ಲೆಯ 5 ವಿಧಾನಸಭಾ ಕ್ಷೇತ್ರಗಳಲ್ಲಿನ ಎಲ್ಲಾ ಮತಗಟ್ಟೆಗಳಲ್ಲಿ ವಿಶೇಷ ಅಭಿಯಾನ ನಡೆಯಲಿದೆ. ಎಲ್ಲ ಬೂತ್ ಮಟ್ಟದ ಅಧಿಕಾರಿಗಳು ತಮ್ಮ ಮತಗಟ್ಟೆಗಳಲ್ಲಿ ಹಾಜರಿದ್ದು, ಮತದಾರರ ಪಟ್ಟಿಗೆ ಹೆಸರು ಸೇರ್ಪಡೆ, ತಿದ್ದುಪಡಿ, ವರ್ಗಾವಣೆ, ತೆಗೆದು ಹಾಕುವ ಬಗ್ಗೆ ಅರ್ಜಿಗಳನ್ನು ಸ್ವೀಕರಿಸಲಿದ್ದಾರೆ. ಸಾರ್ವಜನಿಕರು ಇದರ ಸದುಪಯೋಗ ಪಡೆದುಕೊಳ್ಳಬೇಕು ಎಂದು ಜಿಲ್ಲಾ ಚುನಾವಣಾಧಿಕಾರಿಗಳ ಕಾರ್ಯಾಲಯದ ಪ್ರಕಟಣೆ ತಿಳಿಸಿದೆ. — [766, 1227, 938, 1423]
article2-byline: ಹೊಸಪೇಟೆ ಟೈಮ್ಸ್ ನ್ಯೂಸ್ — [8, 713, 99, 725]
divider — [483, 620, 484, 1134]
photo-audience-art — [211, 429, 562, 610]
epaper-link[interactable]: https://hospettimes.com/ — [774, 125, 930, 138]
article4-byline: ಹೊಸಪೇಟೆ ಟೈಮ್ಸ್ ನ್ಯೂಸ್ — [8, 1231, 99, 1243]
sidebar-ads-box — [766, 312, 938, 532]
sidebar-epaper-text: ಕನ್ನಡ ದಿನಪತ್ರಿಕೆ ಈಗ ಆನ್ ಲೈನ್ ನಲ್ಲಿ ಮನೆಯಲ್ಲೇ ಕುಳಿತು ಮೊಬೈಲ್ ನಲ್ಲಿ 'ಹೊಸಪೇಟೆ ಟೈಮ್ಸ್' ಪತ್ರಿಕೆ ಓದಬಹುದು, ಓದುಗರು, ಪತ್ರಿಕೆ ಓದಲು ಗೂಗಲ್ ಅಥವಾ ಕ್ರೋಮ್ ನಲ್ಲಿ — [774, 71, 930, 121]
article1-col2-top — [568, 137, 756, 417]
article4-col1 — [8, 1230, 173, 1500]
article1-headline: ಆರೋಗ್ಯಕರ ಜೀವನಕ್ಕೆ ಮಾನಸಿಕ ನೆಮ್ಮದಿ ಬಹುಮುಖ್ಯ: ನ್ಯಾ.ಕೆ.ಜಿ.ಶಾಂತಿ — [72, 87, 692, 118]
whatsapp-label: ವಾಟ್ಸ್ ಆಪ್ ನಂ — [823, 638, 881, 650]
article1-col2-bottom — [568, 420, 756, 610]
